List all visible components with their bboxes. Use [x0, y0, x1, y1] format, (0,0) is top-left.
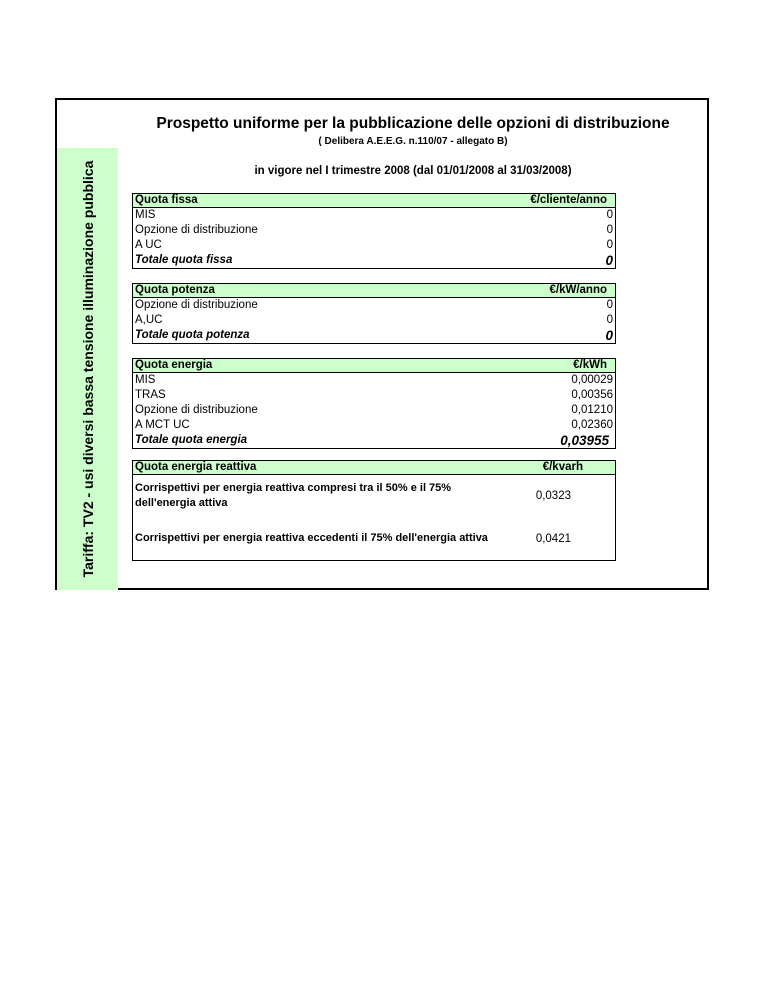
table-row: [133, 373, 615, 388]
total-row: [133, 433, 615, 448]
row-label: A UC: [135, 239, 162, 251]
total-value: 0: [605, 328, 613, 343]
side-label: Tariffa: TV2 - usi diversi bassa tensione illuminazione pubblica: [80, 160, 96, 578]
quota-energia-unit: €/kWh: [573, 359, 607, 371]
quota-energia-table: [132, 358, 616, 449]
quota-energia-title: Quota energia: [135, 359, 213, 371]
side-band: [57, 148, 118, 590]
table-row: [133, 223, 615, 238]
row-label: Opzione di distribuzione: [135, 224, 258, 236]
row-value: 0,0323: [535, 490, 571, 502]
row-value: 0,02360: [571, 419, 613, 431]
quota-fissa-header: [133, 194, 615, 208]
row-value: 0: [606, 239, 613, 251]
quota-fissa-title: Quota fissa: [135, 194, 198, 206]
table-row: [133, 403, 615, 418]
quota-reattiva-table: [132, 460, 616, 561]
table-row: [133, 208, 615, 223]
page-subtitle: ( Delibera A.E.E.G. n.110/07 - allegato B): [318, 136, 508, 147]
row-label: MIS: [135, 374, 156, 386]
quota-energia-header: [133, 359, 615, 373]
table-row: [133, 388, 615, 403]
row-label: Opzione di distribuzione: [135, 404, 258, 416]
total-label: Totale quota fissa: [135, 254, 233, 266]
table-row: [133, 238, 615, 253]
quota-reattiva-unit: €/kvarh: [542, 461, 583, 473]
row-value: 0: [606, 299, 613, 311]
quota-fissa-unit: €/cliente/anno: [530, 194, 607, 206]
quota-reattiva-title: Quota energia reattiva: [135, 461, 257, 473]
row-label: TRAS: [135, 389, 166, 401]
table-row: [133, 475, 615, 517]
row-label: A,UC: [135, 314, 163, 326]
quota-potenza-header: [133, 284, 615, 298]
total-label: Totale quota energia: [135, 434, 248, 446]
row-label: A MCT UC: [135, 419, 190, 431]
quota-potenza-title: Quota potenza: [135, 284, 215, 296]
row-value: 0,00029: [571, 374, 613, 386]
page-title: Prospetto uniforme per la pubblicazione delle opzioni di distribuzione: [156, 115, 670, 132]
quota-fissa-table: [132, 193, 616, 269]
tariff-sheet: [55, 98, 709, 590]
quota-potenza-table: [132, 283, 616, 344]
row-value: 0,0421: [535, 532, 571, 545]
quota-reattiva-header: [133, 461, 615, 475]
table-row: [133, 298, 615, 313]
row-label: MIS: [135, 209, 156, 221]
table-row: [133, 418, 615, 433]
row-value: 0,00356: [571, 389, 613, 401]
total-value: 0,03955: [560, 433, 609, 448]
row-label: Opzione di distribuzione: [135, 299, 258, 311]
row-value: 0,01210: [571, 404, 613, 416]
row-value: 0: [606, 224, 613, 236]
row-value: 0: [606, 314, 613, 326]
row-label: Corrispettivi per energia reattiva eccedenti il 75% dell'energia attiva: [135, 532, 488, 544]
total-label: Totale quota potenza: [135, 329, 250, 341]
total-row: [133, 253, 615, 268]
validity-period: in vigore nel I trimestre 2008 (dal 01/01/2008 al 31/03/2008): [254, 165, 572, 177]
row-label: Corrispettivi per energia reattiva compresi tra il 50% e il 75% dell'energia attiva: [135, 482, 452, 509]
quota-potenza-unit: €/kW/anno: [549, 284, 607, 296]
total-value: 0: [605, 253, 613, 268]
table-row: [133, 313, 615, 328]
total-row: [133, 328, 615, 343]
row-value: 0: [606, 209, 613, 221]
table-row: [133, 517, 615, 560]
